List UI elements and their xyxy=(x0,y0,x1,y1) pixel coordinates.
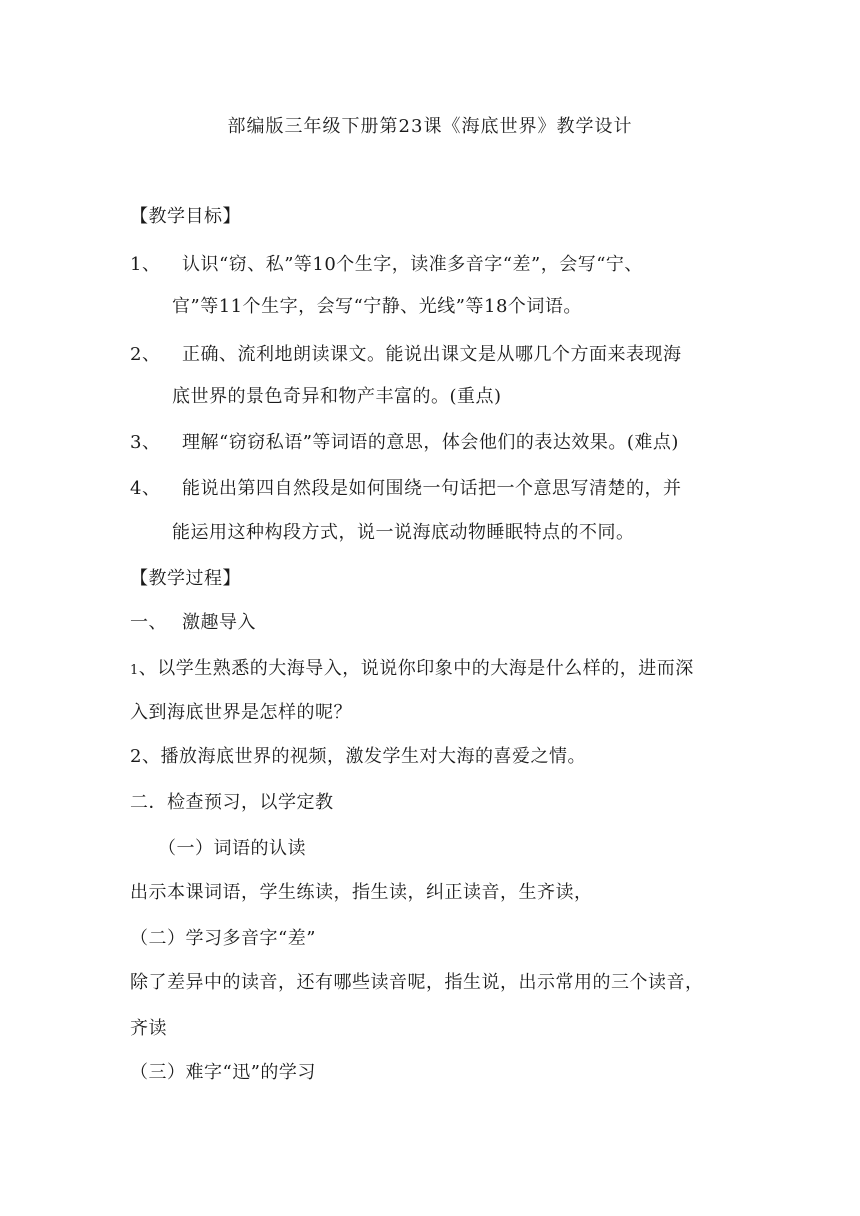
subsection-3-heading: （三）难字“迅”的学习 xyxy=(130,1062,316,1083)
goal-number: 1、 xyxy=(130,254,161,275)
section-label: 激趣导入 xyxy=(182,612,256,633)
section-2-heading: 二．检查预习，以学定教 xyxy=(130,792,334,813)
step-1-continued: 入到海底世界是怎样的呢？ xyxy=(130,702,352,723)
goal-number: 3、 xyxy=(130,432,161,453)
goals-heading: 【教学目标】 xyxy=(130,206,241,227)
goal-text: 理解“窃窃私语”等词语的意思，体会他们的表达效果。(难点) xyxy=(182,432,679,453)
goal-number: 2、 xyxy=(130,344,161,365)
subsection-2-heading: （二）学习多音字“差” xyxy=(130,928,316,949)
process-heading: 【教学过程】 xyxy=(130,568,241,589)
subsection-1-text: 出示本课词语，学生练读，指生读，纠正读音，生齐读， xyxy=(130,882,593,903)
subsection-1-heading: （一）词语的认读 xyxy=(158,838,306,859)
subsection-2-text: 除了差异中的读音，还有哪些读音呢，指生说，出示常用的三个读音， xyxy=(130,972,704,993)
goal-text: 正确、流利地朗读课文。能说出课文是从哪几个方面来表现海 xyxy=(182,344,682,365)
goal-item-3 xyxy=(130,432,679,454)
section-number: 一、 xyxy=(130,612,167,633)
step-1 xyxy=(130,658,694,682)
goal-item-4-continued: 能运用这种构段方式，说一说海底动物睡眠特点的不同。 xyxy=(172,522,635,543)
goal-item-2 xyxy=(130,344,682,366)
section-1-heading xyxy=(130,612,256,634)
document-title: 部编版三年级下册第23课《海底世界》教学设计 xyxy=(227,116,633,137)
goal-number: 4、 xyxy=(130,478,161,499)
subsection-2-text-continued: 齐读 xyxy=(130,1018,167,1039)
goal-text: 能说出第四自然段是如何围绕一句话把一个意思写清楚的，并 xyxy=(182,478,682,499)
step-2: 2、播放海底世界的视频，激发学生对大海的喜爱之情。 xyxy=(130,746,586,767)
goal-text: 认识“窃、私”等10个生字，读准多音字“差”，会写“宁、 xyxy=(182,254,643,275)
step-number: 1 xyxy=(130,663,139,678)
goal-item-1 xyxy=(130,254,643,276)
goal-item-2-continued: 底世界的景色奇异和物产丰富的。(重点) xyxy=(172,386,502,407)
goal-item-4 xyxy=(130,478,682,500)
goal-item-1-continued: 官”等11个生字，会写“宁静、光线”等18个词语。 xyxy=(172,296,582,317)
step-text: 、以学生熟悉的大海导入，说说你印象中的大海是什么样的，进而深 xyxy=(138,658,694,679)
